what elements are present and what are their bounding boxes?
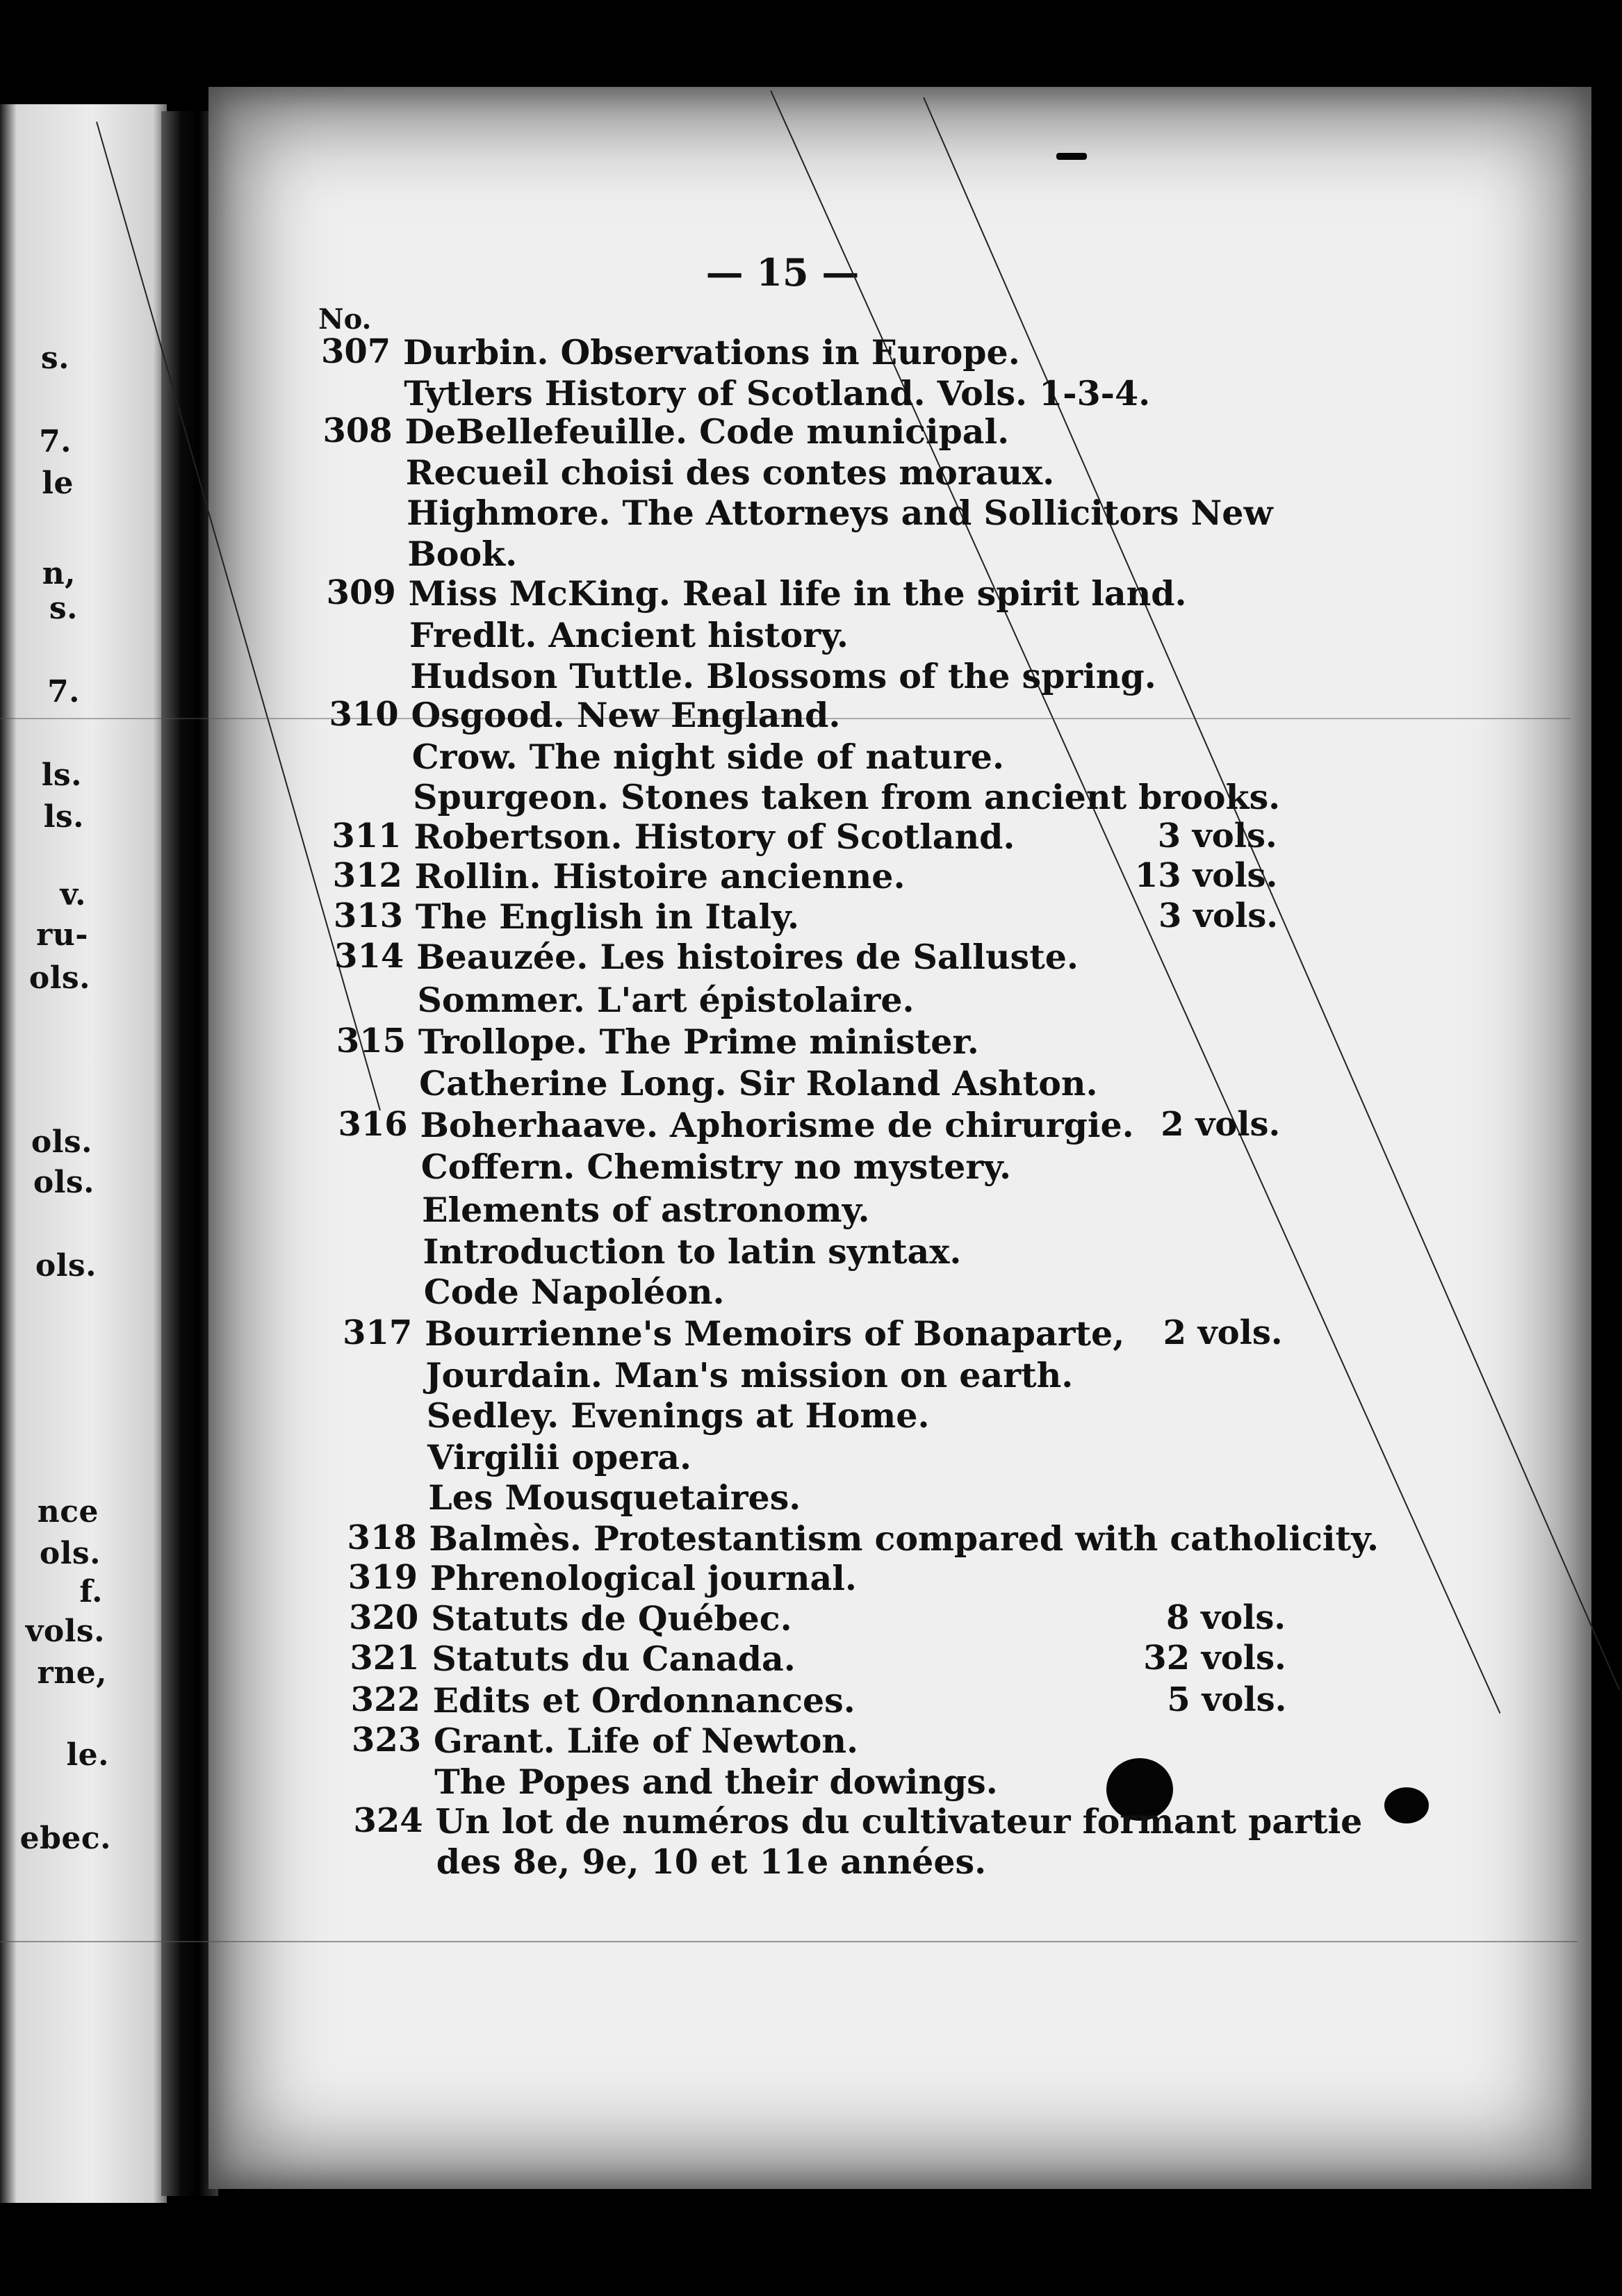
previous-page-text-fragment: 7. [47,674,80,710]
entry-volumes: 13 vols. [1134,856,1278,895]
entry-line: Sedley. Evenings at Home. [426,1395,930,1436]
entry-number: 315 [336,1022,407,1060]
entry-line: Rollin. Histoire ancienne. [414,856,906,896]
previous-page-text-fragment: s. [40,341,69,376]
previous-page-text-fragment: ls. [41,757,82,793]
previous-page-text-fragment: ru- [36,917,88,953]
entry-line: Coffern. Chemistry no mystery. [420,1147,1012,1187]
entry-line: Les Mousquetaires. [428,1477,801,1518]
entry-volumes: 3 vols. [1158,896,1278,935]
entry-number: 316 [338,1105,408,1144]
previous-page-text-fragment: v. [60,877,86,912]
page-number: — 15 — [705,250,860,295]
entry-volumes: 2 vols. [1161,1105,1281,1144]
entry-line: Sommer. L'art épistolaire. [417,980,915,1020]
previous-page-text-fragment: rne, [37,1655,107,1691]
previous-page-text-fragment: f. [79,1574,103,1609]
entry-line: Un lot de numéros du cultivateur formant partie [435,1801,1363,1842]
entry-line: Trollope. The Prime minister. [418,1022,979,1062]
entry-line: Virgilii opera. [427,1437,692,1477]
entry-line: Highmore. The Attorneys and Sollicitors New [407,493,1273,533]
entry-line: Phrenological journal. [429,1558,857,1598]
previous-page-text-fragment: n, [42,556,76,591]
entry-number: 313 [333,896,404,935]
previous-page-text-fragment: 7. [39,424,72,459]
entry-line: The Popes and their dowings. [434,1762,998,1802]
entry-line: Book. [407,534,518,574]
entry-line: Catherine Long. Sir Roland Ashton. [419,1063,1098,1104]
number-column-label: No. [318,303,372,336]
entry-volumes: 8 vols. [1166,1598,1286,1637]
previous-page-text-fragment: le. [66,1737,109,1773]
entry-line: Grant. Life of Newton. [433,1721,859,1761]
entry-number: 320 [349,1598,419,1637]
previous-page-text-fragment: ols. [35,1248,97,1284]
entry-line: Introduction to latin syntax. [423,1231,962,1272]
entry-line: Robertson. History of Scotland. [413,817,1015,857]
entry-line: Crow. The night side of nature. [411,737,1005,777]
entry-line: Beauzée. Les histoires de Salluste. [416,937,1079,977]
previous-page-text-fragment: ols. [31,1124,92,1160]
entry-number: 314 [334,937,404,976]
entry-line: The English in Italy. [415,896,800,937]
entry-number: 312 [332,856,402,895]
entry-number: 311 [331,817,402,855]
previous-page-text-fragment: ebec. [19,1821,111,1856]
entry-line: Statuts du Canada. [432,1639,796,1679]
ink-blot [1056,153,1087,160]
entry-number: 318 [347,1518,417,1557]
entry-line: Tytlers History of Scotland. Vols. 1-3-4. [404,373,1151,413]
entry-number: 321 [350,1639,420,1678]
entry-number: 322 [350,1680,420,1719]
entry-volumes: 5 vols. [1167,1680,1287,1719]
entry-number: 307 [321,332,391,371]
entry-line: Balmès. Protestantism compared with catholicity. [429,1518,1379,1559]
entry-number: 324 [353,1801,423,1840]
entry-number: 310 [329,695,399,734]
previous-page-text-fragment: ols. [28,960,90,996]
previous-page-text-fragment: s. [49,591,78,626]
previous-page-text-fragment: ols. [33,1165,95,1200]
entry-number: 308 [322,411,393,450]
entry-number: 319 [347,1558,418,1597]
entry-line: Code Napoléon. [423,1272,725,1312]
previous-page-text-fragment: vols. [25,1614,105,1649]
entry-line: Miss McKing. Real life in the spirit land. [408,573,1187,614]
entry-line: Elements of astronomy. [422,1190,870,1230]
entry-line: Fredlt. Ancient history. [409,615,849,655]
entry-line: Bourrienne's Memoirs of Bonaparte, [425,1313,1125,1354]
previous-page-edge [0,104,167,2203]
previous-page-text-fragment: ls. [43,799,84,835]
previous-page-text-fragment: ols. [39,1536,101,1571]
previous-page-text-fragment: le [42,466,74,501]
entry-number: 323 [351,1721,422,1760]
entry-line: Osgood. New England. [411,695,841,735]
entry-line: des 8e, 9e, 10 et 11e années. [436,1842,987,1882]
previous-page-text-fragment: nce [37,1494,99,1530]
entry-line: Boherhaave. Aphorisme de chirurgie. [420,1105,1134,1145]
entry-line: Recueil choisi des contes moraux. [405,452,1055,493]
entry-volumes: 2 vols. [1163,1313,1283,1352]
entry-line: Hudson Tuttle. Blossoms of the spring. [410,656,1156,696]
entry-line: DeBellefeuille. Code municipal. [404,411,1010,452]
entry-number: 309 [326,573,396,612]
entry-line: Spurgeon. Stones taken from ancient brooks. [413,777,1281,817]
entry-volumes: 3 vols. [1157,817,1277,855]
entry-line: Durbin. Observations in Europe. [403,332,1020,372]
entry-line: Jourdain. Man's mission on earth. [425,1355,1074,1395]
entry-line: Statuts de Québec. [431,1598,792,1639]
entry-number: 317 [343,1313,413,1352]
entry-volumes: 32 vols. [1143,1639,1286,1678]
ink-blot [1384,1787,1429,1823]
entry-line: Edits et Ordonnances. [432,1680,855,1721]
page-rule-line [0,1941,1578,1942]
